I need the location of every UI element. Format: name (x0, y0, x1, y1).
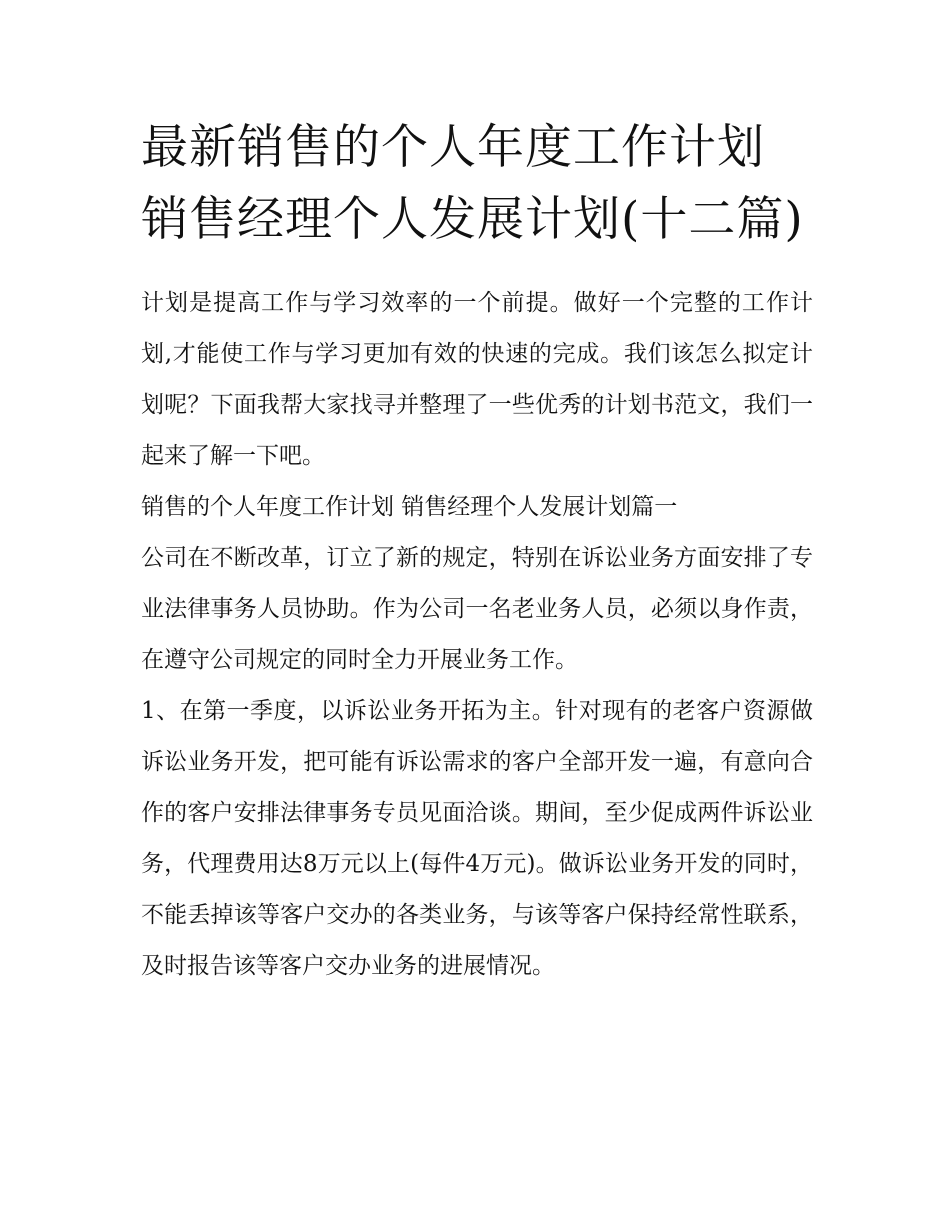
document-title: 最新销售的个人年度工作计划 销售经理个人发展计划(十二篇) (141, 120, 804, 247)
section-heading: 销售的个人年度工作计划 销售经理个人发展计划篇一 (141, 494, 678, 520)
intro-paragraph: 计划是提高工作与学习效率的一个前提。做好一个完整的工作计划,才能使工作与学习更加有效的快速的完成。我们该怎么拟定计划呢？下面我帮大家找寻并整理了一些优秀的计划书范文，我们一起来了解一下吧。 (141, 290, 813, 469)
numbered-paragraph: 1、在第一季度，以诉讼业务开拓为主。针对现有的老客户资源做诉讼业务开发，把可能有诉讼需求的客户全部开发一遍，有意向合作的客户安排法律事务专员见面洽谈。期间，至少促成两件诉讼业务，代理费用达8万元以上(每件4万元)。做诉讼业务开发的同时，不能丢掉该等客户交办的各类业务，与该等客户保持经常性联系，及时报告该等客户交办业务的进展情况。 (141, 698, 813, 979)
body-paragraph: 公司在不断改革，订立了新的规定，特别在诉讼业务方面安排了专业法律事务人员协助。作为公司一名老业务人员，必须以身作责，在遵守公司规定的同时全力开展业务工作。 (141, 545, 813, 673)
document-page (141, 112, 813, 992)
document-body (141, 278, 813, 992)
